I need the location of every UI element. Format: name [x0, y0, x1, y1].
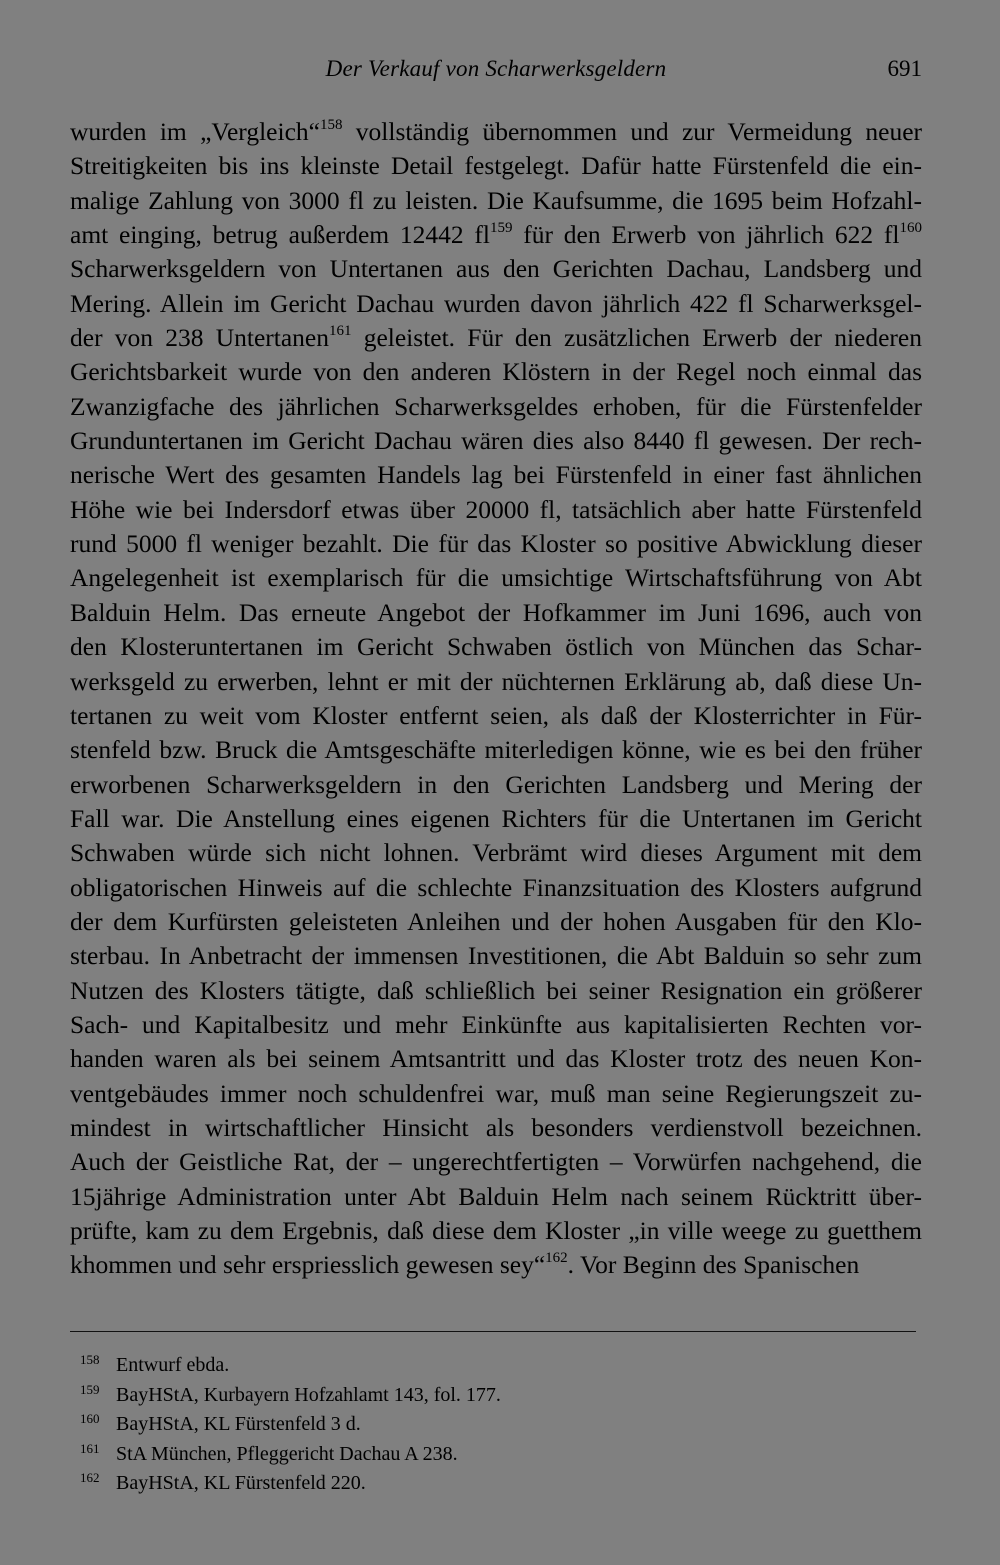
footnote-text: Entwurf ebda. [116, 1354, 230, 1376]
text-segment: Nutzen des Klosters tätigte, daß schließlich bei seiner Resignation ein größerer [70, 975, 922, 1005]
text-segment: Schwaben würde sich nicht lohnen. Verbrämt wird dieses Argument mit dem [70, 838, 922, 868]
text-line [70, 149, 922, 183]
footnote-number: 159 [80, 1381, 100, 1397]
text-segment: den Klosteruntertanen im Gericht Schwaben östlich von München das Schar- [70, 632, 922, 662]
text-line [70, 561, 922, 595]
footnote-text: BayHStA, KL Fürstenfeld 220. [116, 1472, 366, 1495]
text-segment: sterbau. In Anbetracht der immensen Investitionen, die Abt Balduin so sehr zum [70, 941, 922, 971]
footnotes [80, 1348, 920, 1496]
text-line [70, 390, 922, 424]
text-segment: Balduin Helm. Das erneute Angebot der Hofkammer im Juni 1696, auch von [70, 597, 922, 627]
text-segment: . Vor Beginn des Spanischen [567, 1250, 860, 1280]
text-segment: prüfte, kam zu dem Ergebnis, daß diese dem Kloster „in ville weege zu guetthem [70, 1216, 922, 1245]
text-segment: Grunduntertanen im Gericht Dachau wären dies also 8440 fl gewesen. Der rech- [70, 426, 922, 456]
text-line [70, 424, 922, 458]
footnote-text: StA München, Pfleggericht Dachau A 238. [116, 1442, 458, 1465]
text-segment: tertanen zu weit vom Kloster entfernt seien, als daß der Klosterrichter in Für- [70, 700, 922, 730]
footnote-marker: 162 [545, 1250, 568, 1267]
text-segment: vollständig übernommen und zur Vermeidung neuer [342, 117, 922, 146]
text-line [70, 1214, 922, 1248]
text-line [70, 115, 922, 149]
text-segment: Zwanzigfache des jährlichen Scharwerksgeldes erhoben, für die Fürstenfelder [70, 391, 922, 421]
text-line [70, 527, 922, 561]
text-segment: khommen und sehr erspriesslich gewesen sey“ [70, 1250, 546, 1280]
text-line [70, 871, 922, 905]
footnote-number: 160 [80, 1411, 100, 1427]
text-segment: 15jährige Administration unter Abt Balduin Helm nach seinem Rücktritt über- [70, 1181, 922, 1211]
text-line [70, 1077, 922, 1111]
text-segment: Mering. Allein im Gericht Dachau wurden davon jährlich 422 fl Scharwerksgel- [70, 288, 922, 318]
footnote [80, 1348, 920, 1378]
text-segment: amt einging, betrug außerdem 12442 fl [70, 220, 490, 250]
text-segment: der dem Kurfürsten geleisteten Anleihen und der hohen Ausgaben für den Klo- [70, 906, 922, 936]
footnote-marker: 161 [329, 323, 352, 340]
text-line [70, 1180, 922, 1214]
text-segment: Streitigkeiten bis ins kleinste Detail festgelegt. Dafür hatte Fürstenfeld die ein- [70, 151, 922, 181]
text-line [70, 1248, 922, 1282]
text-segment: nerische Wert des gesamten Handels lag bei Fürstenfeld in einer fast ähnlichen [70, 460, 922, 490]
text-segment: obligatorischen Hinweis auf die schlechte Finanzsituation des Klosters aufgrund [70, 872, 922, 902]
text-segment: Höhe wie bei Indersdorf etwas über 20000 fl, tatsächlich aber hatte Fürstenfeld [70, 494, 922, 524]
text-line [70, 665, 922, 699]
text-line [70, 287, 922, 321]
footnote [80, 1437, 920, 1467]
page-number: 691 [887, 56, 922, 81]
text-segment: Sach- und Kapitalbesitz und mehr Einkünfte aus kapitalisierten Rechten vor- [70, 1009, 922, 1039]
text-line [70, 1008, 922, 1042]
footnote-number: 161 [80, 1440, 100, 1456]
footnote-text: BayHStA, Kurbayern Hofzahlamt 143, fol. 177. [116, 1383, 501, 1406]
text-segment: mindest in wirtschaftlicher Hinsicht als besonders verdienstvoll bezeichnen. [70, 1112, 922, 1142]
footnote-number: 158 [80, 1352, 100, 1367]
text-segment: malige Zahlung von 3000 fl zu leisten. Die Kaufsumme, die 1695 beim Hofzahl- [70, 185, 922, 215]
footnote [80, 1407, 920, 1437]
text-segment: wurden im „Vergleich“ [70, 117, 320, 146]
text-line [70, 939, 922, 973]
text-segment: ventgebäudes immer noch schuldenfrei war, muß man seine Regierungszeit zu- [70, 1078, 922, 1108]
text-segment: stenfeld bzw. Bruck die Amtsgeschäfte miterledigen könne, wie es bei den früher [70, 735, 922, 765]
footnote-marker: 159 [490, 220, 513, 237]
body-text [70, 115, 922, 1283]
text-line [70, 218, 922, 252]
text-segment: Angelegenheit ist exemplarisch für die umsichtige Wirtschaftsführung von Abt [70, 563, 922, 593]
text-segment: Auch der Geistliche Rat, der – ungerechtfertigten – Vorwürfen nachgehend, die [70, 1147, 922, 1177]
footnote-number: 162 [80, 1470, 100, 1486]
text-line [70, 1042, 922, 1076]
text-segment: werksgeld zu erwerben, lehnt er mit der nüchternen Erklärung ab, daß diese Un- [70, 666, 922, 696]
text-line [70, 493, 922, 527]
text-segment: handen waren als bei seinem Amtsantritt und das Kloster trotz des neuen Kon- [70, 1044, 922, 1074]
text-line [70, 184, 922, 218]
text-segment: Fall war. Die Anstellung eines eigenen Richters für die Untertanen im Gericht [70, 803, 922, 833]
text-line [70, 699, 922, 733]
footnote-marker: 160 [899, 220, 922, 237]
text-line [70, 355, 922, 389]
text-line [70, 836, 922, 870]
text-segment: rund 5000 fl weniger bezahlt. Die für das Kloster so positive Abwicklung dieser [70, 529, 922, 559]
footnote-marker: 158 [319, 117, 343, 133]
text-line [70, 768, 922, 802]
text-line [70, 458, 922, 492]
text-segment: der von 238 Untertanen [70, 323, 329, 353]
footnote [80, 1466, 920, 1496]
text-line [70, 321, 922, 355]
text-line [70, 974, 922, 1008]
text-segment: Gerichtsbarkeit wurde von den anderen Klöstern in der Regel noch einmal das [70, 357, 922, 387]
text-segment: für den Erwerb von jährlich 622 fl [512, 220, 900, 250]
text-line [70, 1145, 922, 1179]
text-line [70, 252, 922, 286]
text-segment: Scharwerksgeldern von Untertanen aus den Gerichten Dachau, Landsberg und [70, 254, 922, 284]
footnote [80, 1378, 920, 1408]
text-line [70, 1111, 922, 1145]
text-line [70, 596, 922, 630]
footnote-text: BayHStA, KL Fürstenfeld 3 d. [116, 1413, 361, 1436]
text-line [70, 733, 922, 767]
text-segment: erworbenen Scharwerksgeldern in den Gerichten Landsberg und Mering der [70, 769, 922, 799]
text-line [70, 905, 922, 939]
text-line [70, 802, 922, 836]
text-line [70, 630, 922, 664]
footnote-divider [70, 1331, 916, 1332]
page-header [70, 56, 922, 96]
running-title: Der Verkauf von Scharwerksgeldern [325, 56, 667, 81]
text-segment: geleistet. Für den zusätzlichen Erwerb der niederen [351, 323, 922, 353]
